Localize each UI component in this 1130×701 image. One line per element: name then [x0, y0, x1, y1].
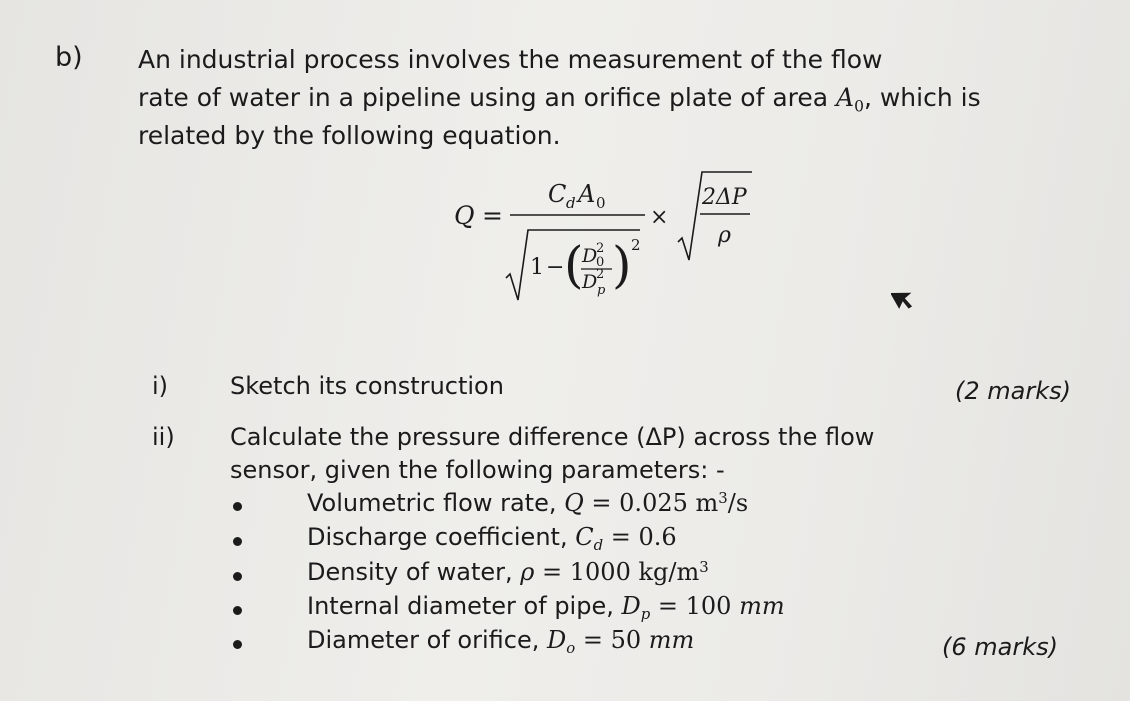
part-ii-label: ii) — [152, 423, 175, 451]
param-unit-tail: mm — [739, 592, 785, 620]
eq-times: × — [650, 205, 669, 230]
part-ii-marks: (6 marks) — [942, 633, 1058, 661]
intro-area-symbol: A — [836, 83, 855, 112]
eq-den-minus: − — [546, 255, 565, 280]
intro-line-2-text: rate of water in a pipeline using an orifice plate of area — [138, 83, 837, 112]
flow-equation — [440, 160, 770, 310]
eq-inner-den: D — [582, 271, 598, 293]
eq-root-num: 2ΔP — [702, 185, 747, 210]
param-var: Q — [564, 489, 584, 518]
param-eq: = 100 — [650, 592, 740, 620]
question-label: b) — [55, 42, 83, 73]
param-name: Volumetric flow rate, — [307, 489, 565, 518]
param-pipe-diameter — [307, 592, 785, 623]
param-orifice-diameter — [307, 626, 694, 657]
eq-outer-sup: 2 — [631, 236, 641, 254]
param-var: D — [621, 592, 641, 620]
param-eq: = 1000 kg/m — [534, 558, 700, 587]
bullet-icon — [233, 502, 242, 511]
param-var: C — [575, 523, 594, 551]
param-var-sub: o — [566, 639, 576, 658]
param-name: Internal diameter of pipe, — [307, 592, 622, 620]
bullet-icon — [233, 606, 242, 615]
mouse-cursor-icon — [891, 287, 917, 313]
param-var-sub: p — [640, 605, 651, 624]
part-i-label: i) — [152, 372, 169, 400]
param-unit-tail: /s — [727, 489, 749, 518]
param-var-sub: d — [593, 536, 604, 555]
eq-num-c: C — [548, 180, 567, 208]
eq-inner-den-sub: p — [597, 283, 606, 298]
eq-left-paren: ( — [564, 236, 584, 294]
eq-lhs: Q — [454, 201, 475, 230]
param-unit-tail: mm — [648, 626, 695, 654]
param-density — [307, 558, 709, 586]
param-var: ρ — [520, 558, 535, 587]
param-discharge-coefficient — [307, 523, 677, 554]
bullet-icon — [233, 537, 242, 546]
eq-right-paren: ) — [612, 236, 632, 294]
eq-num-a: A — [578, 180, 596, 208]
param-flow-rate — [307, 489, 748, 517]
param-name: Diameter of orifice, — [307, 626, 547, 654]
eq-num-c-sub: d — [566, 194, 576, 212]
eq-inner-den-sup: 2 — [596, 267, 605, 282]
eq-inner-num: D — [582, 245, 598, 267]
eq-inner-num-sub: 0 — [596, 255, 605, 270]
param-name: Discharge coefficient, — [307, 523, 576, 551]
part-ii-text-line1: Calculate the pressure difference (ΔP) across the flow — [230, 423, 875, 451]
eq-den-one: 1 — [530, 255, 544, 280]
param-eq: = 0.025 m — [583, 489, 719, 518]
param-eq: = 0.6 — [603, 523, 677, 551]
bullet-icon — [233, 572, 242, 581]
intro-line-1: An industrial process involves the measurement of the flow — [138, 45, 883, 74]
param-eq: = 50 — [575, 626, 649, 654]
part-i-text: Sketch its construction — [230, 372, 504, 400]
param-name: Density of water, — [307, 558, 521, 587]
eq-equals: = — [482, 201, 503, 230]
part-i-marks: (2 marks) — [955, 377, 1071, 405]
eq-num-a-sub: 0 — [596, 194, 606, 212]
param-unit-sup: 3 — [699, 558, 709, 576]
intro-area-sub: 0 — [854, 97, 864, 116]
eq-root-den: ρ — [718, 223, 731, 248]
intro-line-3: related by the following equation. — [138, 121, 561, 150]
intro-line-2-tail: , which is — [863, 83, 981, 112]
eq-inner-num-sup: 2 — [596, 241, 605, 256]
bullet-icon — [233, 640, 242, 649]
param-var: D — [547, 626, 567, 654]
part-ii-text-line2: sensor, given the following parameters: - — [230, 456, 725, 484]
param-unit-sup: 3 — [718, 489, 728, 507]
